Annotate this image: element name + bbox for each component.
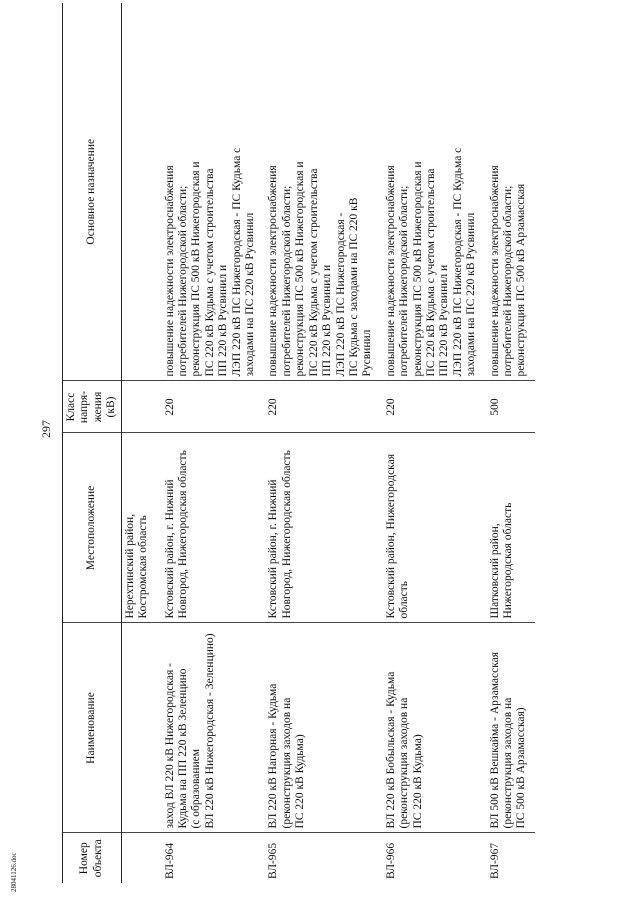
cell-number: ВЛ-967 <box>488 842 501 879</box>
header-number: Номер объекта <box>63 833 122 883</box>
table-row <box>485 3 535 883</box>
footer-code: 28041126.doc <box>10 852 18 892</box>
header-location: Местоположение <box>63 433 122 623</box>
cell-voltage: 220 <box>263 381 380 433</box>
cell-purpose <box>121 3 160 381</box>
cell-location: Кстовский район, Нижегородская область <box>381 433 485 623</box>
table-row-continued <box>121 3 160 883</box>
cell-name: ВЛ 220 кВ Бобыльская - Кудьма (реконструкция заходов на ПС 220 кВ Кудьма) <box>381 623 485 833</box>
cell-number <box>121 833 160 883</box>
cell-number: ВЛ-964 <box>163 842 176 879</box>
cell-location: Нерехтинский район, Костромская область <box>121 433 160 623</box>
cell-purpose: повышение надежности электроснабжения потребителей Нижегородской области; реконструкция ПС 500 кВ Нижегородская и ПС 220 кВ Кудьма с учетом строительства ПП 220 кВ Русвинил и ЛЭП 220 кВ ПС Нижегородская - ПС Кудьма с заходами на ПС 220 кВ Русвинил <box>381 3 485 381</box>
cell-purpose: повышение надежности электроснабжения потребителей Нижегородской области; реконструкция ПС 500 кВ Нижегородская и ПС 220 кВ Кудьма с учетом строительства ПП 220 кВ Русвинил и ЛЭП 220 кВ ПС Нижегородская - ПС Кудьма с заходами на ПС 220 кВ Русвинил <box>160 3 264 381</box>
cell-name: заход ВЛ 220 кВ Нижегородская - Кудьма на ПП 220 кВ Зеленцино (с образованием ВЛ 220 кВ Нижегородская - Зеленцино) <box>160 623 264 833</box>
rotated-table-container <box>62 3 597 883</box>
cell-number: ВЛ-965 <box>267 842 280 879</box>
cell-location: Кстовский район, г. Нижний Новгород, Нижегородская область <box>263 433 380 623</box>
header-purpose: Основное назначение <box>63 3 122 381</box>
cell-purpose: повышение надежности электроснабжения потребителей Нижегородской области; реконструкция ПС 500 кВ Арзамасская <box>485 3 535 381</box>
cell-location: Кстовский район, г. Нижний Новгород, Нижегородская область <box>160 433 264 623</box>
cell-name <box>121 623 160 833</box>
cell-number: ВЛ-966 <box>384 842 397 879</box>
table-row <box>381 3 485 883</box>
cell-voltage <box>121 381 160 433</box>
table-row <box>263 3 380 883</box>
page-number: 297 <box>39 420 53 438</box>
table-header-row <box>63 3 122 883</box>
cell-voltage: 500 <box>485 381 535 433</box>
header-name: Наименование <box>63 623 122 833</box>
cell-voltage: 220 <box>381 381 485 433</box>
objects-table <box>62 3 535 883</box>
cell-voltage: 220 <box>160 381 264 433</box>
cell-name: ВЛ 500 кВ Вешкайма - Арзамасская (реконструкция заходов на ПС 500 кВ Арзамасская) <box>485 623 535 833</box>
cell-name: ВЛ 220 кВ Нагорная - Кудьма (реконструкция заходов на ПС 220 кВ Кудьма) <box>263 623 380 833</box>
table-row <box>160 3 264 883</box>
header-voltage: Класс напря- жения (кВ) <box>63 381 122 433</box>
cell-location: Шатковский район, Нижегородская область <box>485 433 535 623</box>
cell-purpose: повышение надежности электроснабжения потребителей Нижегородской области; реконструкция ПС 500 кВ Нижегородская и ПС 220 кВ Кудьма с учетом строительства ПП 220 кВ Русвинил и ЛЭП 220 кВ ПС Нижегородская - ПС Кудьма с заходами на ПС 220 кВ Русвинил <box>263 3 380 381</box>
